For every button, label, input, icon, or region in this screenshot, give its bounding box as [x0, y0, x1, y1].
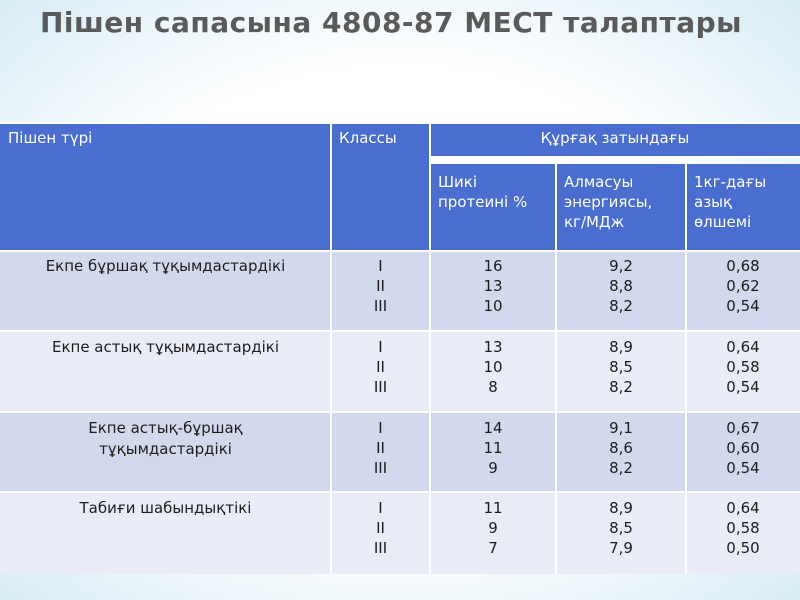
feed-unit-value: 0,68	[726, 257, 760, 275]
energy-value: 8,8	[609, 277, 633, 295]
grid-line	[685, 156, 687, 574]
row-2-energy	[556, 331, 686, 411]
feed-unit-value: 0,58	[726, 519, 760, 537]
row-3-classes	[331, 412, 430, 491]
grid-line	[429, 122, 431, 574]
row-1-protein	[430, 250, 556, 330]
class-value: II	[376, 358, 385, 376]
class-value: I	[378, 499, 383, 517]
class-value: III	[373, 378, 388, 396]
row-2-protein	[430, 331, 556, 411]
class-value: I	[378, 257, 383, 275]
energy-value: 8,9	[609, 338, 633, 356]
feed-unit-value: 0,62	[726, 277, 760, 295]
header-exchange-energy-line: Алмасуы	[564, 173, 634, 191]
header-raw-protein-line: протеині %	[438, 193, 528, 211]
header-feed-unit-line: өлшемі	[694, 213, 752, 231]
header-feed-unit-line: 1кг-дағы	[694, 173, 767, 191]
row-1-classes	[331, 250, 430, 330]
feed-unit-value: 0,54	[726, 459, 760, 477]
row-1-feed-unit	[686, 250, 800, 330]
header-exchange-energy	[556, 164, 686, 250]
row-3-hay-type-text: Екпе астық-бұршақ тұқымдастардікі	[88, 419, 243, 458]
row-3-hay-type	[0, 412, 331, 491]
feed-unit-value: 0,50	[726, 539, 760, 557]
energy-value: 8,5	[609, 358, 633, 376]
protein-value: 14	[483, 419, 503, 437]
class-value: III	[373, 459, 388, 477]
feed-unit-value: 0,64	[726, 499, 760, 517]
class-value: I	[378, 338, 383, 356]
protein-value: 11	[483, 439, 503, 457]
row-3-energy	[556, 412, 686, 491]
class-value: I	[378, 419, 383, 437]
feed-unit-value: 0,54	[726, 297, 760, 315]
protein-value: 10	[483, 358, 503, 376]
row-4-feed-unit	[686, 492, 800, 574]
feed-unit-value: 0,58	[726, 358, 760, 376]
grid-line	[0, 330, 800, 332]
slide-title: Пішен сапасына 4808-87 МЕСТ талаптары	[40, 6, 742, 39]
class-value: III	[373, 297, 388, 315]
energy-value: 9,1	[609, 419, 633, 437]
header-hay-type: Пішен түрі	[0, 122, 331, 250]
header-feed-unit-line: азық	[694, 193, 733, 211]
grid-line	[0, 250, 800, 252]
header-class: Классы	[331, 122, 430, 250]
row-2-classes	[331, 331, 430, 411]
protein-value: 13	[483, 338, 503, 356]
grid-line	[0, 411, 800, 413]
protein-value: 8	[488, 378, 498, 396]
protein-value: 9	[488, 459, 498, 477]
row-4-classes	[331, 492, 430, 574]
row-2-feed-unit	[686, 331, 800, 411]
row-3-feed-unit	[686, 412, 800, 491]
grid-line	[0, 122, 800, 124]
header-exchange-energy-line: энергиясы,	[564, 193, 653, 211]
protein-value: 13	[483, 277, 503, 295]
feed-unit-value: 0,60	[726, 439, 760, 457]
protein-value: 11	[483, 499, 503, 517]
class-value: II	[376, 439, 385, 457]
class-value: II	[376, 519, 385, 537]
energy-value: 9,2	[609, 257, 633, 275]
grid-line	[430, 156, 800, 158]
class-value: II	[376, 277, 385, 295]
header-raw-protein-line: Шикі	[438, 173, 478, 191]
energy-value: 8,2	[609, 459, 633, 477]
header-raw-protein	[430, 164, 556, 250]
row-1-hay-type: Екпе бұршақ тұқымдастардікі	[0, 250, 331, 330]
energy-value: 8,6	[609, 439, 633, 457]
header-dry-matter: Құрғақ затындағы	[430, 122, 800, 158]
energy-value: 8,9	[609, 499, 633, 517]
protein-value: 10	[483, 297, 503, 315]
row-4-hay-type: Табиғи шабындықтікі	[0, 492, 331, 574]
row-3-protein	[430, 412, 556, 491]
row-4-energy	[556, 492, 686, 574]
row-4-protein	[430, 492, 556, 574]
class-value: III	[373, 539, 388, 557]
protein-value: 7	[488, 539, 498, 557]
energy-value: 8,2	[609, 378, 633, 396]
row-2-hay-type: Екпе астық тұқымдастардікі	[0, 331, 331, 411]
protein-value: 9	[488, 519, 498, 537]
grid-line	[330, 122, 332, 574]
header-exchange-energy-line: кг/МДж	[564, 213, 625, 231]
energy-value: 8,2	[609, 297, 633, 315]
row-1-energy	[556, 250, 686, 330]
header-feed-unit	[686, 164, 800, 250]
energy-value: 8,5	[609, 519, 633, 537]
protein-value: 16	[483, 257, 503, 275]
energy-value: 7,9	[609, 539, 633, 557]
feed-unit-value: 0,64	[726, 338, 760, 356]
feed-unit-value: 0,67	[726, 419, 760, 437]
grid-line	[0, 491, 800, 493]
grid-line	[555, 156, 557, 574]
feed-unit-value: 0,54	[726, 378, 760, 396]
